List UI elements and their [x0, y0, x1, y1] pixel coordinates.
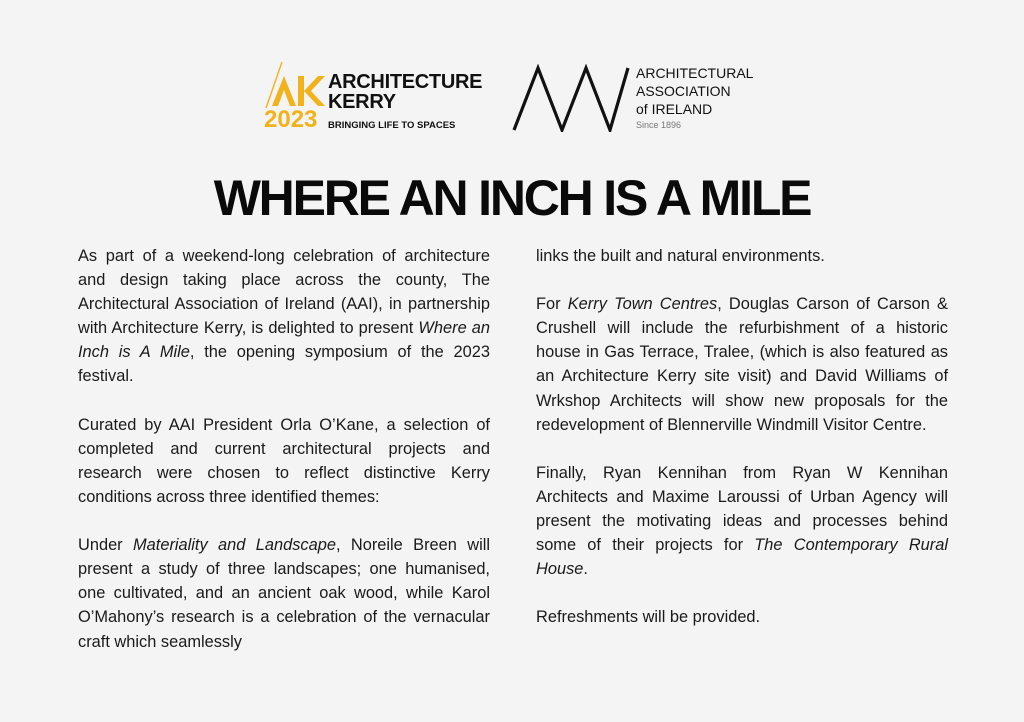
aai-name-line3 [636, 100, 753, 118]
aai-logo [512, 62, 772, 134]
page-title: WHERE AN INCH IS A MILE [213, 170, 811, 226]
intro-text-after: , the opening symposium of the 2023 festival. [78, 343, 491, 386]
ak-title-line1: ARCHITECTURE [328, 71, 483, 93]
aai-name-of: of [636, 101, 648, 117]
ak-year: 2023 [264, 106, 318, 133]
town-centres-text-after: , Douglas Carson of Carson & Crushell will include the refurbishment of a historic house in Gas Terrace, Tralee, (which is also featured as an Architecture Kerry site visit) and David Williams of Wrkshop Architects will show new proposals for the redevelopment of Blennerville Windmill Visitor Centre. [536, 295, 948, 434]
curator-paragraph: Curated by AAI President Orla O’Kane, a selection of completed and current architectural projects and research were chosen to reflect distinctive Kerry conditions across three identified themes: [78, 415, 490, 506]
aai-name-line1: ARCHITECTURAL [636, 65, 754, 81]
intro-event-title: Where an Inch is A Mile [78, 319, 491, 362]
rural-house-text-before: Finally, Ryan Kennihan from Ryan W Kennihan Architects and Maxime Laroussi of Urban Agency will present the motivating ideas and processes behind some of their projects for [536, 463, 948, 555]
aai-name [636, 64, 753, 118]
intro-paragraph [78, 244, 490, 389]
materiality-theme: Materiality and Landscape [133, 536, 336, 555]
rural-house-paragraph [536, 461, 948, 581]
refreshments-note: Refreshments will be provided. [536, 608, 761, 627]
rural-house-text-after: . [583, 560, 588, 579]
materiality-continued: links the built and natural environments. [536, 247, 825, 265]
aai-since: Since 1896 [636, 120, 682, 130]
ak-tagline: BRINGING LIFE TO SPACES [328, 120, 456, 131]
materiality-text-after: , Noreile Breen will present a study of three landscapes; one humanised, one cultivated, and an ancient oak wood, while Karol O’Mahony’s research is a celebration of the vernacular craft which seamlessly [78, 536, 490, 651]
town-centres-text-before: For [536, 295, 568, 314]
town-centres-theme: Kerry Town Centres [567, 295, 718, 314]
materiality-paragraph [78, 533, 490, 653]
aai-name-line2: ASSOCIATION [636, 83, 731, 99]
architecture-kerry-logo [262, 60, 492, 134]
rural-house-theme: The Contemporary Rural House [536, 536, 948, 579]
aai-zigzag-icon [512, 64, 630, 132]
ak-title-line2: KERRY [328, 91, 396, 113]
aai-name-ireland: IRELAND [651, 101, 713, 117]
right-column [536, 244, 948, 654]
intro-text-before: As part of a weekend-long celebration of architecture and design taking place across the county, The Architectural Association of Ireland (AAI), in partnership with Architecture Kerry, is delighted to present [78, 247, 490, 338]
materiality-text-before: Under [78, 536, 133, 555]
town-centres-paragraph [536, 292, 948, 437]
left-column [78, 244, 490, 654]
ak-title [328, 72, 482, 112]
